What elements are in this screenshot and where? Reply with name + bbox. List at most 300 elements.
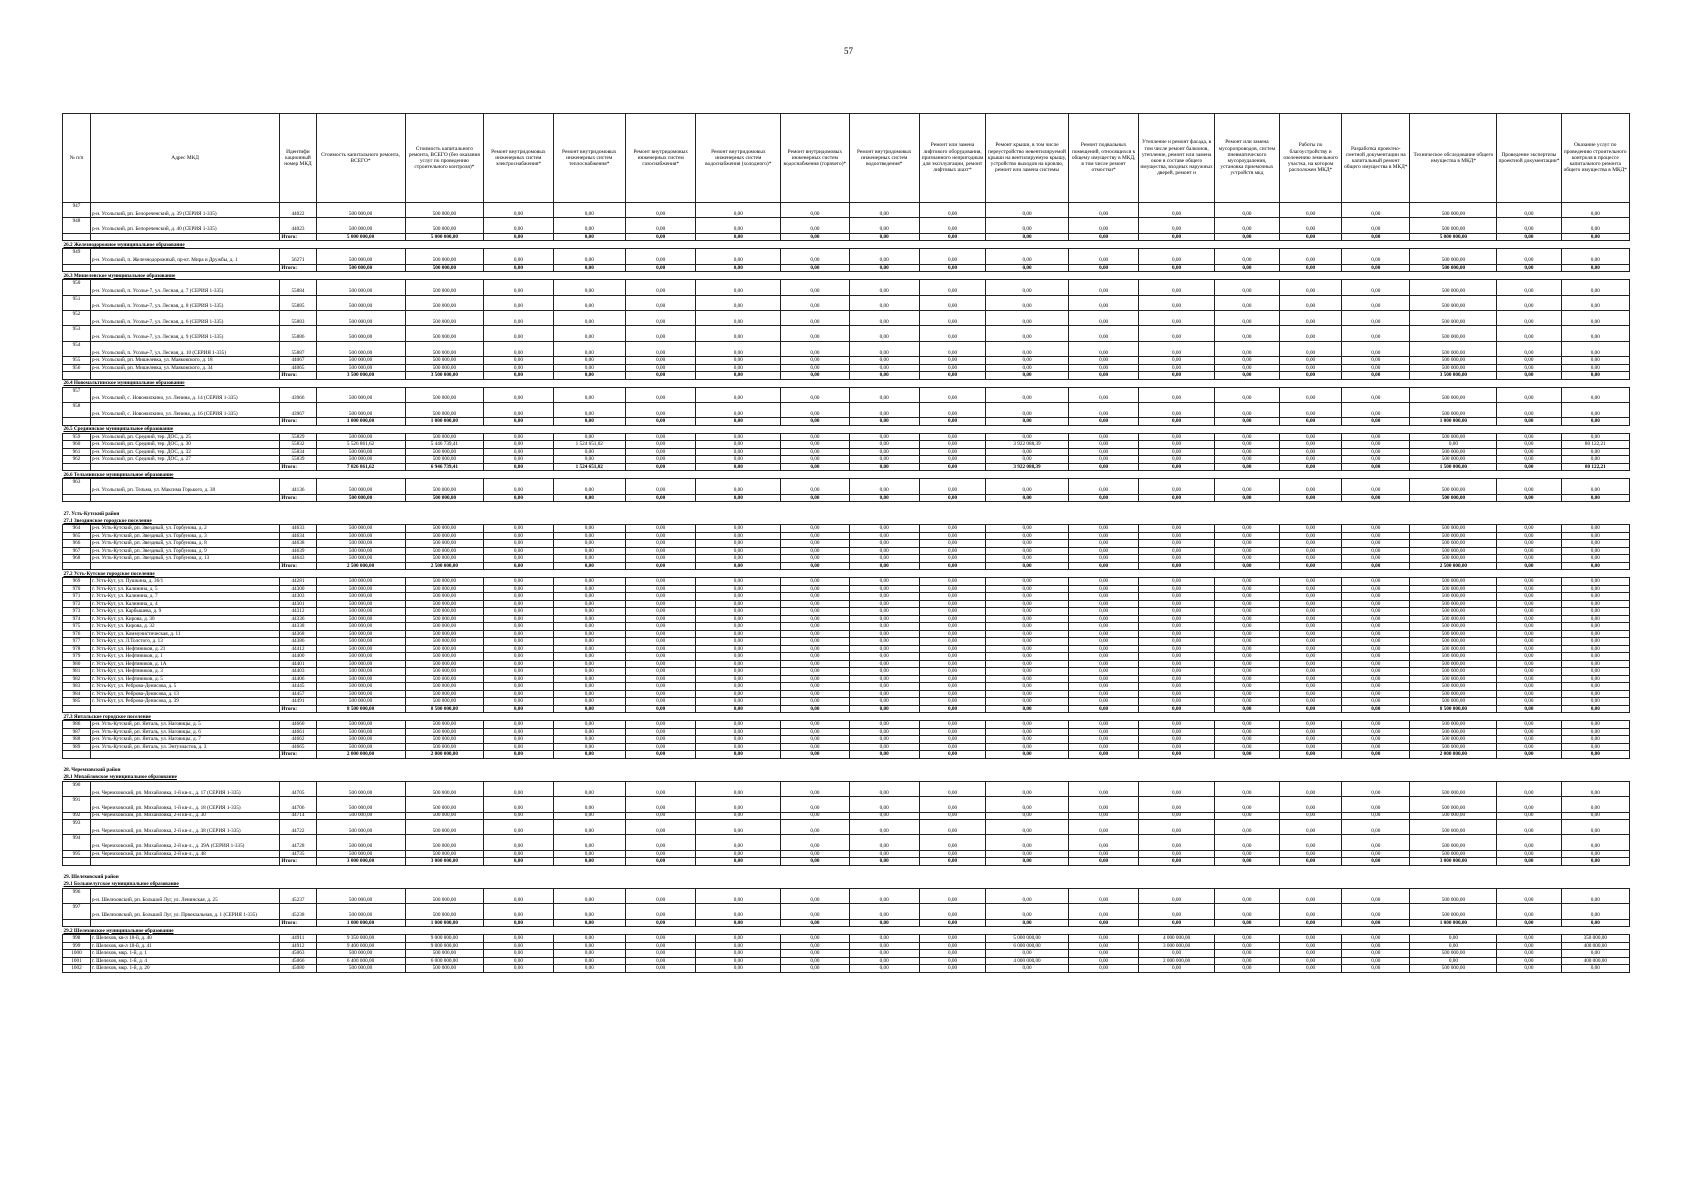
value-cell: 0,00 <box>1342 433 1410 441</box>
value-cell: 500 000,00 <box>405 249 484 264</box>
value-cell: 500 000,00 <box>316 525 405 533</box>
value-cell: 0,00 <box>696 820 781 835</box>
value-cell: 0,00 <box>1561 653 1629 661</box>
value-cell: 0,00 <box>1139 850 1215 858</box>
total-value-cell: 0,00 <box>625 233 695 241</box>
table-row <box>63 812 1630 820</box>
value-cell: 0,00 <box>849 295 919 310</box>
value-cell: 0,00 <box>1068 888 1138 903</box>
value-cell: 0,00 <box>484 310 553 325</box>
value-cell: 0,00 <box>1280 653 1342 661</box>
value-cell: 80 122,21 <box>1561 441 1629 449</box>
value-cell: 0,00 <box>625 623 695 631</box>
value-cell: 0,00 <box>1068 249 1138 264</box>
value-cell: 0,00 <box>484 280 553 295</box>
total-value-cell: 3 000 000,00 <box>316 858 405 866</box>
table-row <box>63 310 1630 325</box>
value-cell: 0,00 <box>1342 721 1410 729</box>
value-cell: 0,00 <box>1214 525 1279 533</box>
total-value-cell: 0,00 <box>696 705 781 713</box>
value-cell: 0,00 <box>625 957 695 965</box>
value-cell: 500 000,00 <box>1410 660 1497 668</box>
value-cell: 0,00 <box>696 797 781 812</box>
value-cell: 0,00 <box>1068 965 1138 973</box>
value-cell: 0,00 <box>625 540 695 548</box>
value-cell: 0,00 <box>919 820 985 835</box>
table-row <box>63 690 1630 698</box>
value-cell: 0,00 <box>1214 781 1279 796</box>
value-cell: 0,00 <box>696 441 781 449</box>
value-cell: 0,00 <box>986 668 1069 676</box>
value-cell: 0,00 <box>1214 295 1279 310</box>
total-value-cell: 0,00 <box>849 418 919 426</box>
total-value-cell: 0,00 <box>849 705 919 713</box>
total-value-cell: 0,00 <box>1068 919 1138 927</box>
value-cell: 500 000,00 <box>1410 479 1497 494</box>
value-cell: 0,00 <box>1561 797 1629 812</box>
value-cell: 0,00 <box>1214 585 1279 593</box>
value-cell: 0,00 <box>1342 326 1410 341</box>
value-cell: 0,00 <box>625 683 695 691</box>
value-cell: 0,00 <box>553 850 625 858</box>
value-cell: 0,00 <box>986 812 1069 820</box>
value-cell: 0,00 <box>484 203 553 218</box>
row-number: 971 <box>63 593 91 601</box>
value-cell: 0,00 <box>1497 433 1561 441</box>
value-cell: 500 000,00 <box>316 797 405 812</box>
value-cell: 0,00 <box>781 525 849 533</box>
table-row <box>63 578 1630 586</box>
value-cell: 0,00 <box>781 653 849 661</box>
total-value-cell: 3 500 000,00 <box>316 372 405 380</box>
total-value-cell: 0,00 <box>781 562 849 570</box>
value-cell: 0,00 <box>484 888 553 903</box>
total-value-cell: 1 000 000,00 <box>316 919 405 927</box>
total-value-cell: 0,00 <box>986 372 1069 380</box>
value-cell: 0,00 <box>1214 728 1279 736</box>
value-cell: 0,00 <box>1561 660 1629 668</box>
address-cell: г. Шелехов, мкр. 1-й, д. 4 <box>90 957 279 965</box>
value-cell: 0,00 <box>1214 479 1279 494</box>
value-cell: 500 000,00 <box>1410 630 1497 638</box>
value-cell: 0,00 <box>986 364 1069 372</box>
value-cell: 0,00 <box>1139 456 1215 464</box>
value-cell: 0,00 <box>849 357 919 365</box>
value-cell: 0,00 <box>484 456 553 464</box>
spacer-cell <box>63 758 1630 767</box>
value-cell: 0,00 <box>1068 218 1138 233</box>
table-row <box>63 280 1630 295</box>
value-cell: 500 000,00 <box>1410 578 1497 586</box>
value-cell: 0,00 <box>986 456 1069 464</box>
value-cell: 0,00 <box>1139 653 1215 661</box>
value-cell: 0,00 <box>1068 403 1138 418</box>
mkd-id-cell: 44406 <box>280 675 316 683</box>
value-cell: 500 000,00 <box>316 387 405 402</box>
value-cell: 0,00 <box>625 888 695 903</box>
value-cell: 0,00 <box>1068 942 1138 950</box>
value-cell: 0,00 <box>625 781 695 796</box>
column-header: Ремонт внутридомовых инженерных систем водоотведения* <box>849 114 919 203</box>
value-cell: 0,00 <box>1342 441 1410 449</box>
value-cell: 0,00 <box>1497 578 1561 586</box>
value-cell: 0,00 <box>849 942 919 950</box>
value-cell: 0,00 <box>553 403 625 418</box>
row-number: 977 <box>63 638 91 646</box>
address-cell: р-н. Черемховский, рп. Михайловка, 1-й кв-л., д. 18 (СЕРИЯ 1-335) <box>90 797 279 812</box>
value-cell: 0,00 <box>1280 600 1342 608</box>
subtotal-row <box>63 705 1630 713</box>
mkd-id-cell: 44728 <box>280 835 316 850</box>
value-cell: 0,00 <box>625 364 695 372</box>
value-cell: 0,00 <box>696 623 781 631</box>
value-cell: 0,00 <box>1497 441 1561 449</box>
value-cell: 0,00 <box>781 638 849 646</box>
value-cell: 500 000,00 <box>1410 218 1497 233</box>
value-cell: 0,00 <box>1139 683 1215 691</box>
value-cell: 0,00 <box>625 525 695 533</box>
value-cell: 0,00 <box>1280 448 1342 456</box>
value-cell: 0,00 <box>1214 736 1279 744</box>
row-number: 976 <box>63 630 91 638</box>
value-cell: 0,00 <box>919 295 985 310</box>
value-cell: 0,00 <box>1280 593 1342 601</box>
section-heading-row <box>63 471 1630 479</box>
value-cell: 0,00 <box>919 812 985 820</box>
total-value-cell: 0,00 <box>986 858 1069 866</box>
value-cell: 500 000,00 <box>1410 615 1497 623</box>
total-value-cell: 0,00 <box>696 858 781 866</box>
value-cell: 0,00 <box>1497 532 1561 540</box>
value-cell: 0,00 <box>553 888 625 903</box>
value-cell: 0,00 <box>849 218 919 233</box>
value-cell: 500 000,00 <box>405 653 484 661</box>
value-cell: 0,00 <box>919 525 985 533</box>
table-row <box>63 965 1630 973</box>
total-value-cell: 0,00 <box>986 264 1069 272</box>
address-cell: р-н. Усть-Кутский, рп. Звездный, ул. Горбунова, д. 3 <box>90 532 279 540</box>
value-cell: 0,00 <box>919 218 985 233</box>
value-cell: 500 000,00 <box>405 585 484 593</box>
value-cell: 0,00 <box>1139 608 1215 616</box>
value-cell: 0,00 <box>484 441 553 449</box>
value-cell: 0,00 <box>1068 781 1138 796</box>
value-cell: 0,00 <box>1497 935 1561 943</box>
value-cell: 500 000,00 <box>405 835 484 850</box>
value-cell: 0,00 <box>1342 630 1410 638</box>
table-row <box>63 456 1630 464</box>
row-number: 954 <box>63 341 91 356</box>
total-value-cell: 2 000 000,00 <box>405 751 484 759</box>
value-cell: 0,00 <box>849 578 919 586</box>
value-cell: 0,00 <box>1561 341 1629 356</box>
column-header: Ремонт внутридомовых инженерных систем газоснабжения* <box>625 114 695 203</box>
address-cell: г. Усть-Кут, ул. Пушкина, д. 36/1 <box>90 578 279 586</box>
value-cell: 0,00 <box>1068 448 1138 456</box>
value-cell: 0,00 <box>849 950 919 958</box>
value-cell: 0,00 <box>1214 433 1279 441</box>
value-cell: 0,00 <box>1497 585 1561 593</box>
value-cell: 0,00 <box>625 310 695 325</box>
value-cell: 0,00 <box>986 660 1069 668</box>
table-row <box>63 341 1630 356</box>
table-row <box>63 547 1630 555</box>
value-cell: 0,00 <box>849 608 919 616</box>
table-row <box>63 743 1630 751</box>
value-cell: 0,00 <box>781 326 849 341</box>
total-value-cell: 0,00 <box>1342 463 1410 471</box>
section-heading-row <box>63 881 1630 889</box>
table-row <box>63 653 1630 661</box>
value-cell: 0,00 <box>1342 479 1410 494</box>
value-cell: 0,00 <box>1139 812 1215 820</box>
value-cell: 500 000,00 <box>316 850 405 858</box>
value-cell: 0,00 <box>1342 668 1410 676</box>
total-value-cell: 0,00 <box>1139 705 1215 713</box>
empty-cell <box>90 919 279 927</box>
value-cell: 0,00 <box>1342 957 1410 965</box>
value-cell: 0,00 <box>849 721 919 729</box>
value-cell: 0,00 <box>1068 364 1138 372</box>
row-number: 967 <box>63 547 91 555</box>
total-value-cell: 0,00 <box>1342 264 1410 272</box>
value-cell: 0,00 <box>1497 593 1561 601</box>
value-cell: 0,00 <box>1214 403 1279 418</box>
total-value-cell: 0,00 <box>1280 372 1342 380</box>
section-heading: 27.2 Усть-Кутское городское поселение <box>63 570 155 577</box>
value-cell: 500 000,00 <box>1410 403 1497 418</box>
table-header-row <box>63 114 1630 203</box>
value-cell: 0,00 <box>1342 525 1410 533</box>
total-value-cell: 500 000,00 <box>405 494 484 502</box>
value-cell: 0,00 <box>1561 623 1629 631</box>
value-cell: 500 000,00 <box>316 820 405 835</box>
column-header: Техническое обследование общего имущества в МКД* <box>1410 114 1497 203</box>
value-cell: 0,00 <box>1410 441 1497 449</box>
value-cell: 0,00 <box>849 935 919 943</box>
value-cell: 0,00 <box>849 653 919 661</box>
value-cell: 500 000,00 <box>316 532 405 540</box>
value-cell: 0,00 <box>1561 364 1629 372</box>
address-cell: г. Усть-Кут, ул. Калинина, д. 5 <box>90 585 279 593</box>
value-cell: 0,00 <box>484 728 553 736</box>
total-value-cell: 0,00 <box>1280 494 1342 502</box>
value-cell: 0,00 <box>1561 479 1629 494</box>
row-number: 972 <box>63 600 91 608</box>
column-header: Ремонт внутридомовых инженерных систем электроснабжения* <box>484 114 553 203</box>
total-value-cell: 0,00 <box>1068 751 1138 759</box>
value-cell: 500 000,00 <box>316 660 405 668</box>
value-cell: 0,00 <box>986 479 1069 494</box>
mkd-id-cell: 44400 <box>280 653 316 661</box>
value-cell: 0,00 <box>1139 310 1215 325</box>
value-cell: 0,00 <box>849 615 919 623</box>
address-cell: р-н. Черемховский, рп. Михайловка, 2-й кв-л., д. 39А (СЕРИЯ 1-335) <box>90 835 279 850</box>
value-cell: 500 000,00 <box>405 850 484 858</box>
subtotal-row <box>63 264 1630 272</box>
value-cell: 0,00 <box>625 593 695 601</box>
value-cell: 500 000,00 <box>405 698 484 706</box>
value-cell: 0,00 <box>1214 448 1279 456</box>
value-cell: 0,00 <box>625 433 695 441</box>
value-cell: 0,00 <box>919 965 985 973</box>
page-number: 57 <box>844 46 853 56</box>
value-cell: 500 000,00 <box>1410 364 1497 372</box>
total-value-cell: 0,00 <box>1280 705 1342 713</box>
value-cell: 0,00 <box>781 957 849 965</box>
value-cell: 0,00 <box>1497 675 1561 683</box>
section-heading: 27.1 Звездинское городское поселение <box>63 517 152 524</box>
value-cell: 0,00 <box>1561 525 1629 533</box>
value-cell: 0,00 <box>1497 540 1561 548</box>
value-cell: 0,00 <box>1139 448 1215 456</box>
total-value-cell: 0,00 <box>1497 919 1561 927</box>
address-cell: г. Усть-Кут, ул. Кирова, д. 30 <box>90 615 279 623</box>
value-cell: 0,00 <box>484 593 553 601</box>
total-value-cell: 0,00 <box>781 372 849 380</box>
value-cell: 0,00 <box>553 797 625 812</box>
value-cell: 0,00 <box>849 532 919 540</box>
total-value-cell: 1 500 000,00 <box>1410 463 1497 471</box>
value-cell: 0,00 <box>986 835 1069 850</box>
total-value-cell: 0,00 <box>1561 418 1629 426</box>
total-value-cell: 500 000,00 <box>1410 264 1497 272</box>
value-cell: 0,00 <box>484 743 553 751</box>
value-cell: 0,00 <box>1139 660 1215 668</box>
value-cell: 500 000,00 <box>316 736 405 744</box>
value-cell: 0,00 <box>849 690 919 698</box>
column-header: Стоимость капитального ремонта, ВСЕГО* <box>316 114 405 203</box>
mkd-id-cell: 44401 <box>280 660 316 668</box>
value-cell: 0,00 <box>1214 638 1279 646</box>
value-cell: 500 000,00 <box>405 660 484 668</box>
value-cell: 0,00 <box>919 203 985 218</box>
value-cell: 0,00 <box>696 736 781 744</box>
value-cell: 0,00 <box>1068 812 1138 820</box>
value-cell: 0,00 <box>1280 965 1342 973</box>
value-cell: 0,00 <box>696 781 781 796</box>
value-cell: 0,00 <box>1280 675 1342 683</box>
total-value-cell: 0,00 <box>1139 372 1215 380</box>
total-value-cell: 0,00 <box>1342 919 1410 927</box>
empty-cell <box>63 418 91 426</box>
total-value-cell: 0,00 <box>1497 418 1561 426</box>
mkd-id-cell: 44714 <box>280 812 316 820</box>
value-cell: 0,00 <box>484 904 553 919</box>
value-cell: 0,00 <box>625 532 695 540</box>
table-row <box>63 728 1630 736</box>
value-cell: 0,00 <box>1561 433 1629 441</box>
table-row <box>63 638 1630 646</box>
total-value-cell: 0,00 <box>484 919 553 927</box>
subtotal-row <box>63 233 1630 241</box>
value-cell: 0,00 <box>484 835 553 850</box>
value-cell: 0,00 <box>1068 797 1138 812</box>
value-cell: 0,00 <box>484 850 553 858</box>
value-cell: 500 000,00 <box>405 623 484 631</box>
value-cell: 0,00 <box>1342 532 1410 540</box>
table-row <box>63 957 1630 965</box>
value-cell: 0,00 <box>781 456 849 464</box>
value-cell: 0,00 <box>1068 203 1138 218</box>
value-cell: 0,00 <box>1280 683 1342 691</box>
mkd-id-cell: 55829 <box>280 433 316 441</box>
empty-cell <box>63 919 91 927</box>
value-cell: 0,00 <box>625 578 695 586</box>
value-cell: 0,00 <box>919 280 985 295</box>
value-cell: 0,00 <box>553 295 625 310</box>
total-value-cell: 0,00 <box>1139 858 1215 866</box>
value-cell: 500 000,00 <box>1410 743 1497 751</box>
value-cell: 0,00 <box>1068 698 1138 706</box>
table-row <box>63 357 1630 365</box>
empty-cell <box>63 372 91 380</box>
total-value-cell: 2 000 000,00 <box>316 751 405 759</box>
value-cell: 0,00 <box>919 675 985 683</box>
value-cell: 0,00 <box>1068 683 1138 691</box>
total-label: Итого: <box>280 418 316 426</box>
value-cell: 0,00 <box>1139 387 1215 402</box>
mkd-id-cell: 45080 <box>280 965 316 973</box>
column-header: Ремонт подвальных помещений, относящихся к общему имуществу в МКД, в том числе ремонт отмостки* <box>1068 114 1138 203</box>
row-number: 995 <box>63 850 91 858</box>
value-cell: 0,00 <box>1497 623 1561 631</box>
value-cell: 0,00 <box>625 850 695 858</box>
total-label: Итого: <box>280 919 316 927</box>
value-cell: 0,00 <box>919 448 985 456</box>
value-cell: 0,00 <box>1497 600 1561 608</box>
total-value-cell: 0,00 <box>919 858 985 866</box>
address-cell: р-н. Усть-Кутский, рп. Янталь, ул. Наговицы, д. 7 <box>90 736 279 744</box>
value-cell: 0,00 <box>625 698 695 706</box>
total-value-cell: 0,00 <box>1561 264 1629 272</box>
value-cell: 0,00 <box>986 448 1069 456</box>
value-cell: 0,00 <box>986 615 1069 623</box>
value-cell: 0,00 <box>1497 957 1561 965</box>
total-value-cell: 0,00 <box>849 372 919 380</box>
value-cell: 0,00 <box>1342 540 1410 548</box>
value-cell: 500 000,00 <box>1410 295 1497 310</box>
value-cell: 0,00 <box>781 295 849 310</box>
value-cell: 0,00 <box>781 249 849 264</box>
total-value-cell: 8 500 000,00 <box>316 705 405 713</box>
value-cell: 0,00 <box>553 690 625 698</box>
row-number: 960 <box>63 441 91 449</box>
table-row <box>63 295 1630 310</box>
total-value-cell: 0,00 <box>1214 858 1279 866</box>
table-row <box>63 736 1630 744</box>
row-number: 1000 <box>63 950 91 958</box>
value-cell: 500 000,00 <box>316 540 405 548</box>
value-cell: 0,00 <box>1342 615 1410 623</box>
value-cell: 0,00 <box>1139 593 1215 601</box>
total-value-cell: 0,00 <box>1139 919 1215 927</box>
total-value-cell: 0,00 <box>696 264 781 272</box>
total-value-cell: 500 000,00 <box>405 264 484 272</box>
value-cell: 0,00 <box>1561 203 1629 218</box>
total-value-cell: 0,00 <box>919 418 985 426</box>
table-row <box>63 623 1630 631</box>
row-number: 986 <box>63 721 91 729</box>
value-cell: 0,00 <box>1342 904 1410 919</box>
value-cell: 0,00 <box>484 668 553 676</box>
value-cell: 0,00 <box>781 623 849 631</box>
total-value-cell: 0,00 <box>625 858 695 866</box>
value-cell: 0,00 <box>484 630 553 638</box>
value-cell: 0,00 <box>781 721 849 729</box>
value-cell: 0,00 <box>696 326 781 341</box>
value-cell: 0,00 <box>1280 797 1342 812</box>
